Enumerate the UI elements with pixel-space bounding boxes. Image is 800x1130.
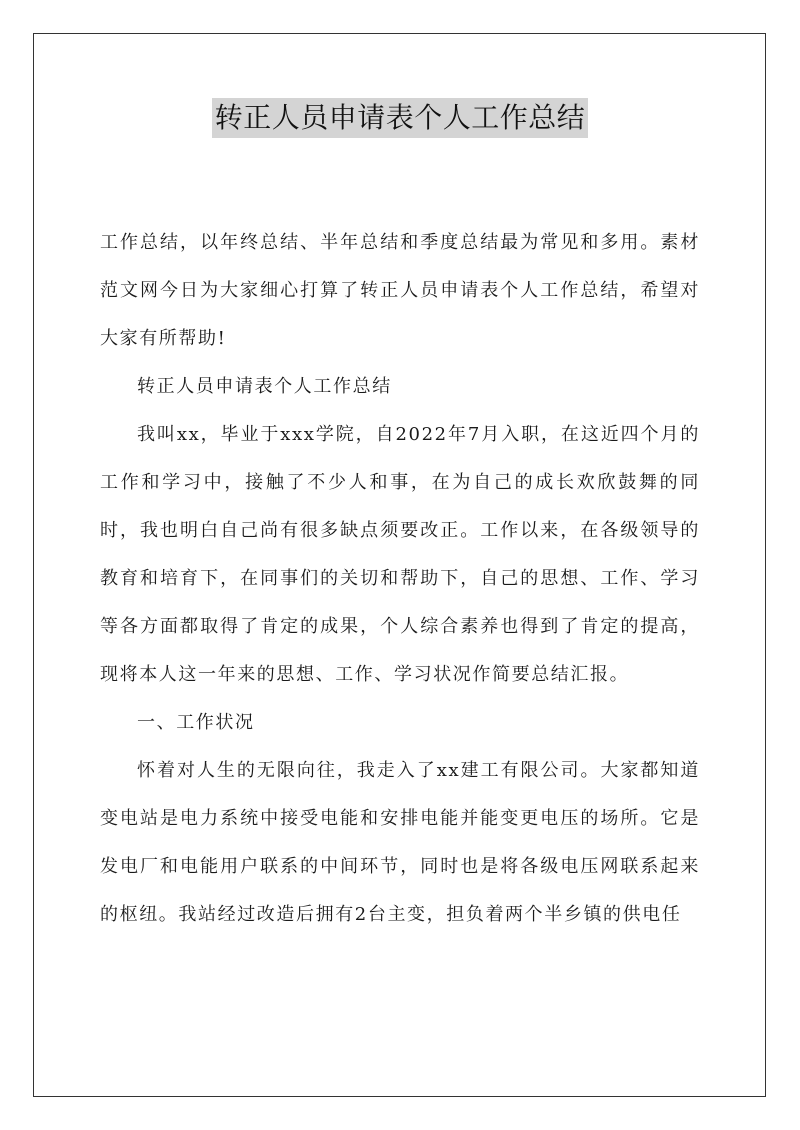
title-container — [0, 98, 800, 138]
section-heading-work-status: 一、工作状况 — [137, 712, 255, 733]
document-title: 转正人员申请表个人工作总结 — [212, 98, 589, 138]
intro-paragraph: 工作总结，以年终总结、半年总结和季度总结最为常见和多用。素材范文网今日为大家细心打算了转正人员申请表个人工作总结，希望对大家有所帮助! — [100, 232, 700, 349]
document-body — [100, 219, 700, 939]
self-intro-paragraph: 我叫xx，毕业于xxx学院，自2022年7月入职，在这近四个月的工作和学习中，接触了不少人和事，在为自己的成长欢欣鼓舞的同时，我也明白自己尚有很多缺点须要改正。工作以来，在各级领导的教育和培育下，在同事们的关切和帮助下，自己的思想、工作、学习等各方面都取得了肯定的成果，个人综合素养也得到了肯定的提高，现将本人这一年来的思想、工作、学习状况作简要总结汇报。 — [100, 424, 700, 685]
work-status-paragraph: 怀着对人生的无限向往，我走入了xx建工有限公司。大家都知道变电站是电力系统中接受电能和安排电能并能变更电压的场所。它是发电厂和电能用户联系的中间环节，同时也是将各级电压网联系起来的枢纽。我站经过改造后拥有2台主变，担负着两个半乡镇的供电任 — [100, 760, 700, 925]
subtitle-paragraph: 转正人员申请表个人工作总结 — [137, 376, 392, 397]
